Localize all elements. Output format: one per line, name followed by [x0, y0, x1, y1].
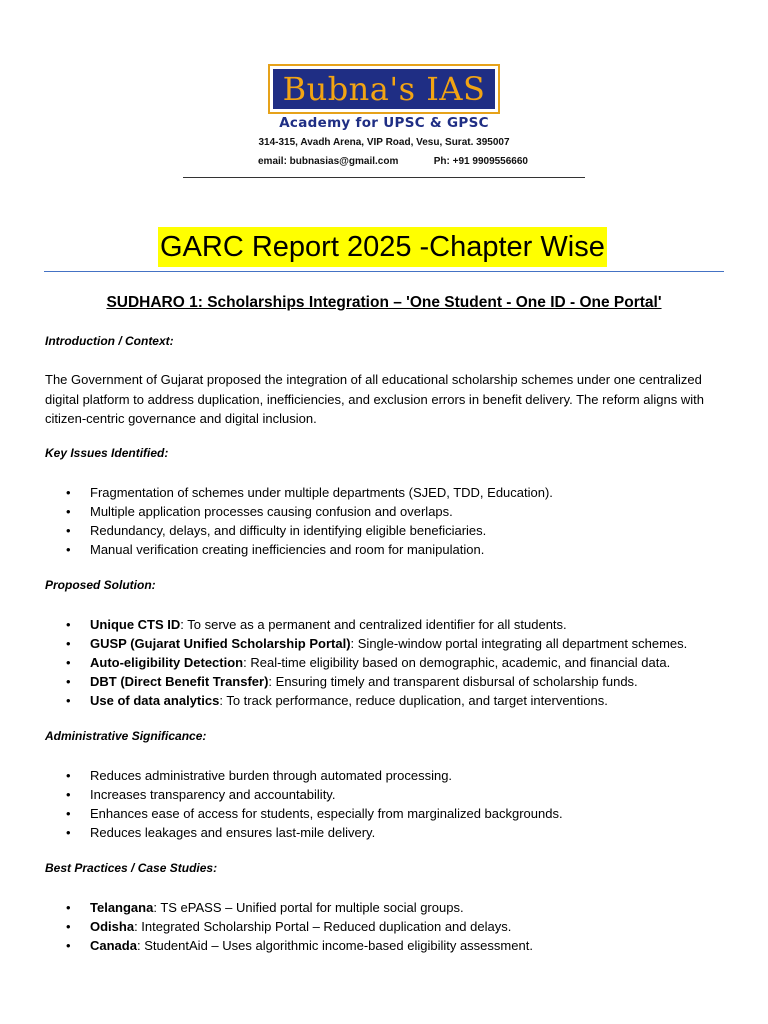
item-term: DBT (Direct Benefit Transfer) [90, 674, 269, 689]
section-heading-intro: Introduction / Context: [45, 334, 174, 348]
section-heading-issues: Key Issues Identified: [45, 446, 169, 460]
list-item [45, 917, 735, 936]
list-item [45, 615, 735, 634]
chapter-heading: SUDHARO 1: Scholarships Integration – 'One Student - One ID - One Portal' [106, 294, 662, 311]
email: email: bubnasias@gmail.com [258, 156, 399, 167]
item-desc: : Ensuring timely and transparent disbursal of scholarship funds. [268, 674, 638, 689]
logo-tagline: Academy for UPSC & GPSC [279, 115, 489, 131]
intro-paragraph: The Government of Gujarat proposed the integration of all educational scholarship schemes under one centralized digital platform to address duplication, inefficiencies, and exclusion errors in benefit delivery. The reform aligns with citizen-centric governance and digital inclusion. [45, 372, 705, 426]
title-divider [44, 271, 724, 272]
page-title: GARC Report 2025 -Chapter Wise [158, 227, 607, 267]
item-term: Odisha [90, 919, 135, 934]
item-term: Unique CTS ID [90, 617, 181, 632]
list-item: • Redundancy, delays, and difficulty in identifying eligible beneficiaries. [45, 521, 735, 540]
item-term: Auto-eligibility Detection [90, 655, 244, 670]
item-desc: : StudentAid – Uses algorithmic income-based eligibility assessment. [136, 938, 533, 953]
list-item: • Manual verification creating inefficiencies and room for manipulation. [45, 540, 735, 559]
section-heading-practices: Best Practices / Case Studies: [45, 861, 218, 875]
list-item: • Reduces leakages and ensures last-mile delivery. [45, 823, 735, 842]
contact-line [258, 156, 528, 167]
section-heading-significance: Administrative Significance: [45, 729, 207, 743]
significance-list [45, 766, 735, 842]
list-item [45, 653, 735, 672]
header-divider [183, 177, 585, 178]
list-item: • Multiple application processes causing confusion and overlaps. [45, 502, 735, 521]
list-item [45, 634, 735, 653]
item-term: Canada [90, 938, 137, 953]
item-desc: : Integrated Scholarship Portal – Reduced duplication and delays. [134, 919, 512, 934]
item-desc: : To track performance, reduce duplication, and target interventions. [219, 693, 608, 708]
list-item: • Increases transparency and accountability. [45, 785, 735, 804]
item-desc: : Single-window portal integrating all department schemes. [350, 636, 688, 651]
logo-text: Bubna's IAS [273, 69, 495, 109]
list-item: • Enhances ease of access for students, especially from marginalized backgrounds. [45, 804, 735, 823]
solution-list [45, 615, 735, 710]
list-item: • Fragmentation of schemes under multiple departments (SJED, TDD, Education). [45, 483, 735, 502]
list-item [45, 898, 735, 917]
item-term: Use of data analytics [90, 693, 220, 708]
item-term: GUSP (Gujarat Unified Scholarship Portal) [90, 636, 351, 651]
item-term: Telangana [90, 900, 154, 915]
list-item [45, 691, 735, 710]
practices-list [45, 898, 735, 955]
list-item: • Reduces administrative burden through automated processing. [45, 766, 735, 785]
item-desc: : TS ePASS – Unified portal for multiple social groups. [153, 900, 464, 915]
list-item [45, 936, 735, 955]
logo [268, 64, 500, 114]
item-desc: : To serve as a permanent and centralized identifier for all students. [180, 617, 567, 632]
issues-list [45, 483, 735, 559]
list-item [45, 672, 735, 691]
address: 314-315, Avadh Arena, VIP Road, Vesu, Surat. 395007 [258, 137, 510, 148]
item-desc: : Real-time eligibility based on demographic, academic, and financial data. [243, 655, 671, 670]
section-heading-solution: Proposed Solution: [45, 578, 156, 592]
phone: Ph: +91 9909556660 [433, 156, 528, 167]
